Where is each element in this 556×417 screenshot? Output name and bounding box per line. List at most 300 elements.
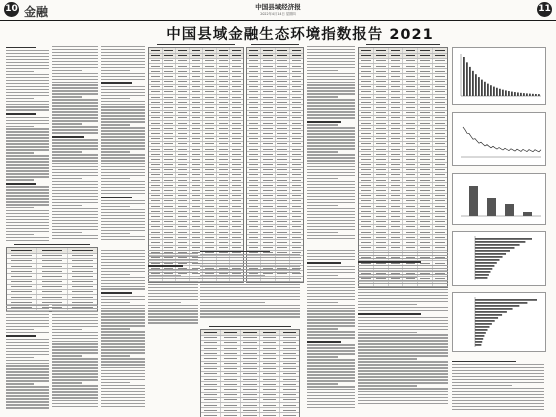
- text-line: [358, 277, 417, 278]
- text-line: [307, 187, 355, 188]
- text-line: [52, 175, 98, 176]
- text-line: [101, 49, 145, 50]
- subheading-line: [148, 265, 183, 267]
- text-line: [52, 181, 98, 182]
- table-cell: [230, 59, 243, 63]
- table-cell: [176, 48, 190, 52]
- table-cell: [176, 116, 190, 120]
- table-cell: [276, 183, 290, 187]
- text-line: [101, 355, 130, 356]
- table-cell: [163, 225, 177, 229]
- table-cell: [37, 285, 67, 289]
- text-line: [6, 74, 49, 75]
- table-cell: [418, 48, 433, 52]
- table-cell: [374, 126, 389, 130]
- table-cell: [389, 80, 404, 84]
- text-line: [200, 260, 300, 261]
- text-line: [200, 310, 300, 311]
- chart-bar: [469, 186, 478, 216]
- table-cell: [68, 290, 97, 294]
- table-cell: [261, 178, 275, 182]
- table-cell: [374, 168, 389, 172]
- table-cell: [203, 111, 217, 115]
- text-line: [52, 76, 98, 77]
- table-cell: [68, 264, 97, 268]
- table-cell: [261, 54, 275, 58]
- table-cell: [163, 235, 177, 239]
- text-line: [52, 84, 98, 85]
- table-cell: [241, 377, 261, 381]
- table-cell: [7, 280, 37, 284]
- table-cell: [276, 69, 290, 73]
- table-cell: [230, 240, 243, 244]
- table-cell: [7, 295, 37, 299]
- text-line: [6, 368, 49, 369]
- text-line: [307, 290, 355, 291]
- text-line: [6, 53, 49, 54]
- table-cell: [403, 100, 418, 104]
- table-cell: [374, 178, 389, 182]
- text-line: [148, 256, 198, 257]
- text-line: [52, 391, 98, 392]
- text-line: [307, 142, 355, 143]
- text-line: [101, 376, 145, 377]
- text-line: [148, 290, 198, 291]
- table-cell: [203, 90, 217, 94]
- text-line: [52, 355, 82, 356]
- text-line: [358, 252, 448, 253]
- table-cell: [403, 240, 418, 244]
- table-cell: [374, 69, 389, 73]
- table-cell: [190, 59, 204, 63]
- table-cell: [389, 163, 404, 167]
- text-line: [6, 92, 49, 93]
- table-cell: [276, 116, 290, 120]
- chart-bar: [505, 204, 514, 216]
- text-line: [307, 79, 355, 80]
- table-cell: [261, 131, 275, 135]
- table-cell: [389, 230, 404, 234]
- table-cell: [7, 269, 37, 273]
- table-cell: [290, 178, 303, 182]
- table-cell: [403, 147, 418, 151]
- table-cell: [201, 336, 221, 340]
- masthead-date: 2022年4月14日 星期四: [260, 12, 296, 16]
- table-cell: [203, 74, 217, 78]
- table-cell: [389, 152, 404, 156]
- table-cell: [149, 157, 163, 161]
- text-line: [358, 255, 448, 256]
- table-cell: [389, 157, 404, 161]
- text-line: [101, 262, 145, 263]
- text-line: [307, 169, 355, 170]
- table-cell: [374, 54, 389, 58]
- chart-bar: [475, 247, 514, 249]
- table-cell: [260, 367, 280, 371]
- table-cell: [418, 194, 433, 198]
- text-line: [200, 305, 300, 306]
- table-cell: [149, 152, 163, 156]
- table-cell: [261, 214, 275, 218]
- table-row: [201, 413, 299, 417]
- text-line: [101, 271, 145, 272]
- text-line: [6, 198, 49, 199]
- chart-bar: [475, 335, 484, 337]
- table-cell: [389, 240, 404, 244]
- table-cell: [280, 367, 299, 371]
- text-line: [101, 169, 145, 170]
- table-cell: [163, 220, 177, 224]
- text-line: [358, 268, 448, 269]
- table-cell: [230, 74, 243, 78]
- text-line: [101, 280, 145, 281]
- table-cell: [374, 163, 389, 167]
- text-line: [52, 211, 98, 212]
- table-cell: [374, 225, 389, 229]
- table-cell: [433, 178, 447, 182]
- text-line: [307, 117, 355, 118]
- table-cell: [176, 90, 190, 94]
- text-line: [101, 73, 145, 74]
- table-cell: [261, 105, 275, 109]
- text-line: [6, 401, 49, 402]
- text-line: [307, 322, 355, 323]
- table-cell: [217, 183, 231, 187]
- table-cell: [290, 137, 303, 141]
- table-cell: [221, 341, 241, 345]
- text-line: [6, 80, 49, 81]
- subheading-line: [307, 121, 341, 123]
- table-cell: [290, 209, 303, 213]
- text-line: [307, 133, 355, 134]
- text-line: [307, 328, 338, 329]
- table-cell: [230, 178, 243, 182]
- table-cell: [359, 235, 374, 239]
- text-line: [307, 316, 355, 317]
- table-cell: [374, 80, 389, 84]
- table-cell: [176, 131, 190, 135]
- table-cell: [176, 199, 190, 203]
- table-cell: [389, 183, 404, 187]
- table-cell: [203, 220, 217, 224]
- text-line: [307, 389, 355, 390]
- table-cell: [290, 230, 303, 234]
- table-cell: [230, 131, 243, 135]
- table-cell: [433, 209, 447, 213]
- table-cell: [7, 274, 37, 278]
- text-line: [6, 342, 49, 343]
- text-line: [307, 350, 355, 351]
- chart-figure-3: [452, 173, 546, 225]
- chart-bar: [475, 311, 507, 313]
- table-cell: [418, 111, 433, 115]
- text-line: [52, 326, 98, 327]
- text-line: [358, 364, 448, 365]
- table-cell: [203, 121, 217, 125]
- text-line: [52, 61, 98, 62]
- table-cell: [433, 240, 447, 244]
- table-cell: [149, 147, 163, 151]
- table-cell: [37, 254, 67, 258]
- table-cell: [230, 152, 243, 156]
- table-cell: [261, 137, 275, 141]
- text-line: [52, 349, 98, 350]
- table-cell: [37, 295, 67, 299]
- text-line: [101, 349, 145, 350]
- table-caption-line: [251, 44, 299, 45]
- table-cell: [149, 90, 163, 94]
- text-line: [6, 192, 49, 193]
- table-cell: [221, 403, 241, 407]
- text-line: [101, 109, 145, 110]
- table-cell: [418, 137, 433, 141]
- text-line: [101, 157, 145, 158]
- table-cell: [241, 336, 261, 340]
- text-line: [452, 385, 512, 386]
- table-cell: [418, 69, 433, 73]
- chart-bar: [475, 302, 527, 304]
- table-cell: [176, 74, 190, 78]
- text-line: [101, 148, 145, 149]
- table-cell: [217, 131, 231, 135]
- chart-figure-4: [452, 231, 546, 286]
- table-cell: [201, 393, 221, 397]
- table-cell: [260, 387, 280, 391]
- text-line: [101, 397, 145, 398]
- text-column-3: [101, 44, 145, 240]
- table-cell: [221, 372, 241, 376]
- table-cell: [433, 137, 447, 141]
- chart-bar: [475, 305, 519, 307]
- table-cell: [374, 220, 389, 224]
- table-cell: [280, 330, 299, 334]
- text-line: [101, 370, 145, 371]
- text-line: [452, 391, 544, 392]
- text-line: [307, 105, 355, 106]
- text-line: [52, 163, 98, 164]
- text-line: [6, 339, 49, 340]
- table-cell: [190, 64, 204, 68]
- table-cell: [290, 105, 303, 109]
- table-cell: [359, 69, 374, 73]
- table-caption-line: [157, 44, 236, 45]
- text-line: [358, 385, 417, 386]
- table-cell: [163, 230, 177, 234]
- table-cell: [217, 235, 231, 239]
- table-cell: [261, 95, 275, 99]
- table-cell: [176, 111, 190, 115]
- text-line: [452, 397, 544, 398]
- chart-bar: [505, 90, 507, 96]
- text-line: [307, 205, 338, 206]
- table-cell: [230, 54, 243, 58]
- table-cell: [433, 173, 447, 177]
- table-cell: [374, 105, 389, 109]
- text-line: [6, 371, 49, 372]
- table-cell: [403, 126, 418, 130]
- chart-bar: [475, 253, 506, 255]
- table-cell: [203, 214, 217, 218]
- table-cell: [163, 168, 177, 172]
- table-cell: [290, 48, 303, 52]
- text-line: [6, 348, 49, 349]
- text-line: [6, 216, 49, 217]
- table-cell: [149, 59, 163, 63]
- table-cell: [260, 372, 280, 376]
- text-line: [6, 134, 49, 135]
- text-line: [307, 208, 355, 209]
- chart-bar: [478, 77, 480, 96]
- table-cell: [276, 100, 290, 104]
- table-cell: [203, 142, 217, 146]
- table-cell: [201, 372, 221, 376]
- subheading-line: [52, 136, 84, 138]
- text-line: [307, 374, 355, 375]
- table-cell: [290, 235, 303, 239]
- chart-figure-1: [452, 47, 546, 105]
- text-line: [6, 167, 49, 168]
- text-line: [101, 268, 145, 269]
- table-cell: [247, 199, 261, 203]
- chart-bar: [475, 274, 489, 276]
- table-cell: [217, 188, 231, 192]
- table-cell: [389, 59, 404, 63]
- text-line: [52, 320, 98, 321]
- text-line: [52, 314, 98, 315]
- text-line: [358, 334, 448, 335]
- table-cell: [290, 183, 303, 187]
- table-cell: [217, 121, 231, 125]
- text-line: [307, 93, 355, 94]
- table-cell: [230, 142, 243, 146]
- text-line: [358, 258, 448, 259]
- table-cell: [359, 116, 374, 120]
- table-cell: [276, 157, 290, 161]
- table-cell: [433, 214, 447, 218]
- text-line: [307, 114, 355, 115]
- table-cell: [203, 116, 217, 120]
- subheading-line: [6, 113, 36, 115]
- table-cell: [190, 230, 204, 234]
- table-cell: [230, 204, 243, 208]
- table-cell: [359, 64, 374, 68]
- table-cell: [276, 64, 290, 68]
- chart-bar: [475, 344, 481, 346]
- table-cell: [149, 100, 163, 104]
- text-line: [101, 313, 145, 314]
- text-line: [307, 401, 355, 402]
- text-line: [307, 151, 338, 152]
- subheading-line: [200, 251, 270, 253]
- table-cell: [217, 59, 231, 63]
- text-line: [6, 354, 49, 355]
- text-line: [307, 232, 338, 233]
- table-cell: [403, 173, 418, 177]
- table-cell: [221, 356, 241, 360]
- table-cell: [230, 225, 243, 229]
- chart-bar: [475, 329, 487, 331]
- table-cell: [247, 209, 261, 213]
- chart-bar: [475, 268, 492, 270]
- table-cell: [149, 220, 163, 224]
- table-cell: [176, 64, 190, 68]
- text-line: [307, 172, 355, 173]
- table-cell: [389, 48, 404, 52]
- text-line: [307, 99, 355, 100]
- table-cell: [276, 131, 290, 135]
- table-cell: [247, 163, 261, 167]
- text-line: [101, 52, 145, 53]
- text-line: [358, 283, 448, 284]
- table-cell: [261, 74, 275, 78]
- table-cell: [276, 168, 290, 172]
- table-cell: [203, 137, 217, 141]
- table-cell: [260, 351, 280, 355]
- table-cell: [37, 264, 67, 268]
- table-cell: [403, 163, 418, 167]
- chart-bar: [475, 271, 490, 273]
- text-line: [358, 280, 448, 281]
- table-cell: [433, 116, 447, 120]
- table-cell: [176, 85, 190, 89]
- table-cell: [163, 100, 177, 104]
- table-cell: [149, 111, 163, 115]
- table-cell: [176, 59, 190, 63]
- table-cell: [176, 183, 190, 187]
- table-cell: [290, 126, 303, 130]
- table-cell: [149, 173, 163, 177]
- text-line: [52, 220, 98, 221]
- table-cell: [201, 346, 221, 350]
- table-cell: [280, 387, 299, 391]
- data-table-4: [200, 326, 300, 404]
- text-line: [307, 223, 355, 224]
- table-cell: [261, 209, 275, 213]
- table-cell: [389, 100, 404, 104]
- table-cell: [433, 204, 447, 208]
- table-cell: [359, 85, 374, 89]
- chart-bar: [475, 256, 503, 258]
- text-line: [452, 379, 544, 380]
- table-cell: [203, 85, 217, 89]
- table-cell: [190, 178, 204, 182]
- table-cell: [176, 220, 190, 224]
- table-cell: [359, 48, 374, 52]
- table-cell: [190, 105, 204, 109]
- table-cell: [418, 168, 433, 172]
- table-cell: [260, 382, 280, 386]
- table-cell: [276, 74, 290, 78]
- table-cell: [290, 74, 303, 78]
- table-cell: [403, 230, 418, 234]
- table-cell: [433, 142, 447, 146]
- text-line: [148, 253, 198, 254]
- text-line: [307, 359, 355, 360]
- text-line: [307, 181, 355, 182]
- table-cell: [389, 235, 404, 239]
- table-cell: [374, 209, 389, 213]
- text-line: [6, 126, 34, 127]
- table-cell: [176, 95, 190, 99]
- table-cell: [190, 147, 204, 151]
- table-cell: [290, 90, 303, 94]
- text-line: [200, 296, 300, 297]
- table-cell: [260, 403, 280, 407]
- table-cell: [374, 173, 389, 177]
- text-line: [307, 61, 355, 62]
- table-cell: [359, 74, 374, 78]
- text-line: [6, 86, 49, 87]
